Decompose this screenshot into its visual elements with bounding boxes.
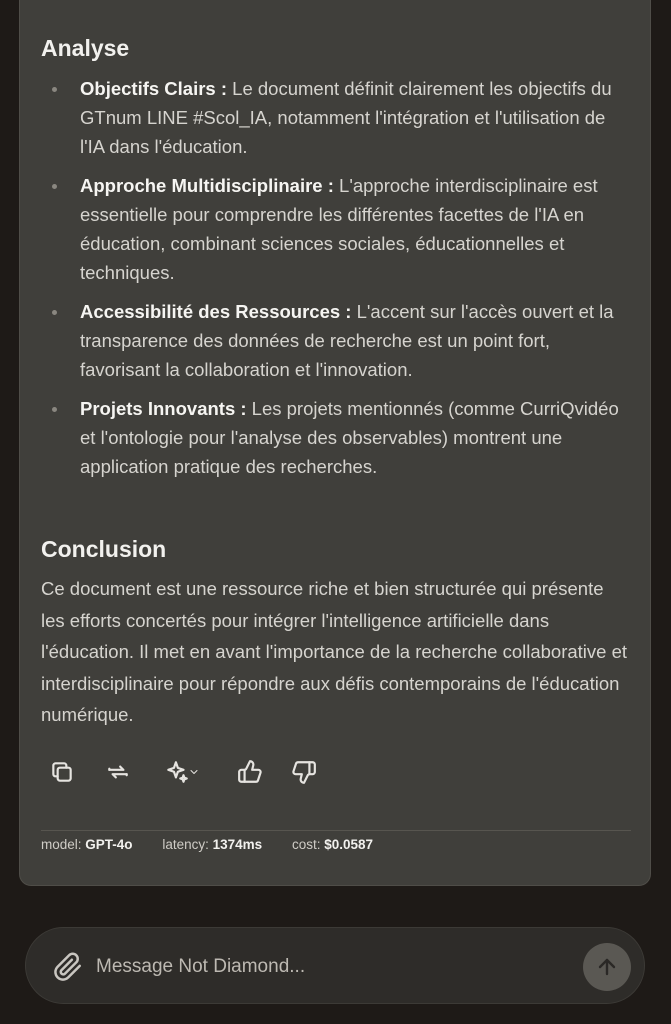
- list-item: [41, 74, 631, 161]
- cost-info: [292, 837, 373, 852]
- model-switch-button[interactable]: [158, 756, 206, 788]
- paperclip-icon: [53, 952, 83, 982]
- arrow-up-icon: [595, 955, 619, 979]
- cost-value: $0.0587: [324, 837, 374, 852]
- model-value: GPT-4o: [85, 837, 133, 852]
- latency-value: 1374ms: [212, 837, 263, 852]
- model-label: model:: [41, 837, 82, 852]
- regenerate-button[interactable]: [102, 756, 134, 788]
- thumbs-up-button[interactable]: [234, 756, 266, 788]
- point-title: Objectifs Clairs :: [80, 78, 228, 99]
- copy-button[interactable]: [46, 756, 78, 788]
- attach-button[interactable]: [53, 952, 83, 982]
- meta-divider: [41, 830, 631, 831]
- list-item: [41, 394, 631, 481]
- response-metadata: [41, 837, 399, 852]
- bullet-icon: [52, 184, 57, 189]
- model-info: [41, 837, 133, 852]
- assistant-message-card: [19, 0, 651, 886]
- thumbs-down-button[interactable]: [288, 756, 320, 788]
- conclusion-text: Ce document est une ressource riche et bien structurée qui présente les efforts concertés pour intégrer l'intelligence artificielle dans l'éducation. Il met en avant l'importance de la recherche collaborative et interdisciplinaire pour répondre aux défis contemporains de l'éducation numérique.: [41, 578, 628, 725]
- regenerate-icon: [105, 759, 131, 785]
- message-composer: [25, 927, 645, 1004]
- cost-label: cost:: [291, 837, 321, 852]
- thumbs-up-icon: [237, 759, 263, 785]
- point-text: L'accent sur l'accès ouvert et la transparence des données de recherche est un point fort, favorisant la collaboration et l'innovation.: [80, 301, 614, 380]
- point-title: Accessibilité des Ressources :: [80, 301, 352, 322]
- bullet-icon: [52, 310, 57, 315]
- point-title: Projets Innovants :: [80, 398, 247, 419]
- point-title: Approche Multidisciplinaire :: [80, 175, 334, 196]
- latency-label: latency:: [162, 837, 209, 852]
- send-button[interactable]: [583, 943, 631, 991]
- bullet-icon: [52, 407, 57, 412]
- list-item: [41, 171, 631, 287]
- list-item: [41, 297, 631, 384]
- point-text: Le document définit clairement les objectifs du GTnum LINE #Scol_IA, notamment l'intégration et l'utilisation de l'IA dans l'éducation.: [80, 78, 612, 157]
- conclusion-heading: Conclusion: [41, 536, 167, 562]
- sparkle-icon: [164, 759, 190, 785]
- message-input[interactable]: [94, 948, 568, 986]
- point-text: Les projets mentionnés (comme CurriQvidéo et l'ontologie pour l'analyse des observables) montrent une application pratique des recherches.: [80, 398, 619, 477]
- analysis-heading: Analyse: [41, 35, 130, 61]
- latency-info: [162, 837, 262, 852]
- bullet-icon: [52, 87, 57, 92]
- analysis-list: [41, 74, 631, 491]
- chevron-down-icon: [188, 766, 200, 778]
- thumbs-down-icon: [291, 759, 317, 785]
- copy-icon: [49, 759, 75, 785]
- point-text: L'approche interdisciplinaire est essentielle pour comprendre les différentes facettes de l'IA en éducation, combinant sciences sociales, éducationnelles et techniques.: [80, 175, 598, 283]
